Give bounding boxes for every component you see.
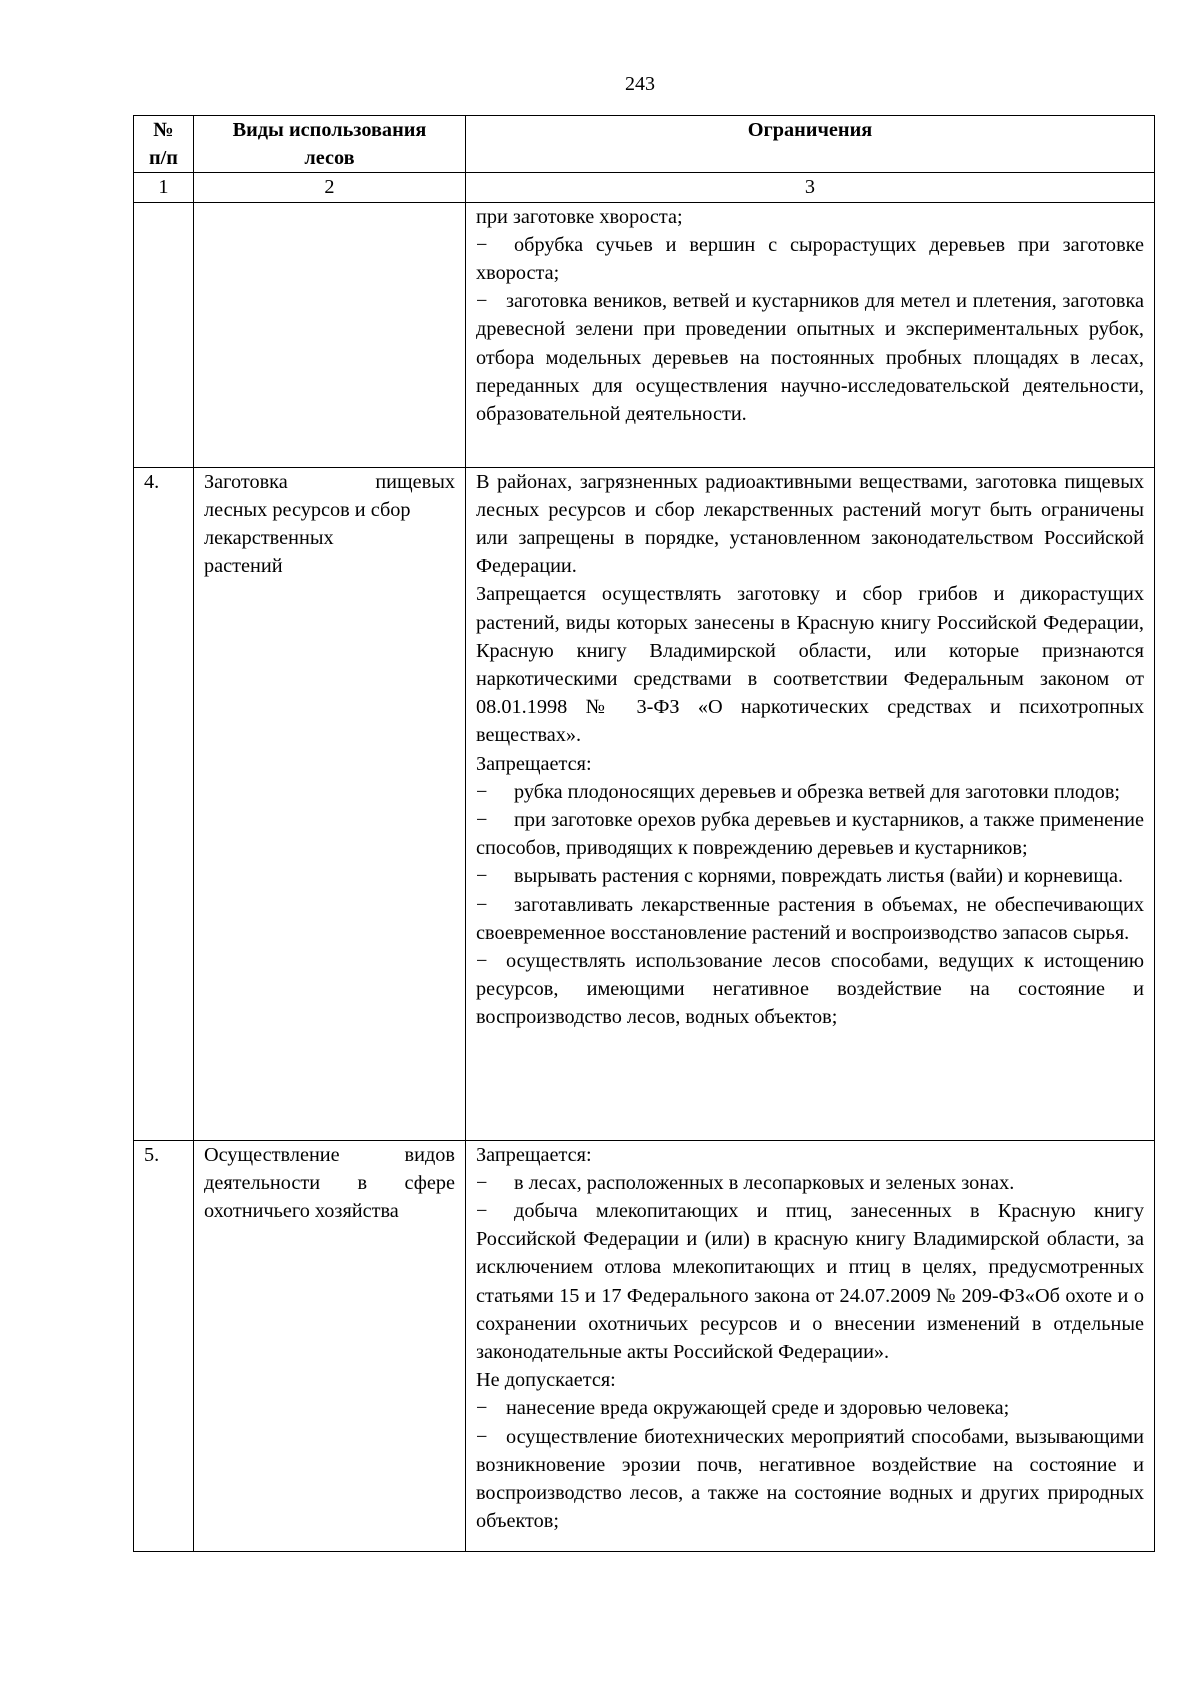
- row-5-restrictions: [466, 1140, 1155, 1551]
- restriction-item: − осуществление биотехнических мероприятий способами, вызывающими возникновение эрозии почв, негативное воздействие на состояние и воспроизводство лесов, а также на состояние водных и других природных объектов;: [476, 1423, 1144, 1536]
- kind-line: охотничьего хозяйства: [204, 1200, 399, 1223]
- table-row-4: [134, 467, 1155, 1140]
- restriction-paragraph: В районах, загрязненных радиоактивными веществами, заготовка пищевых лесных ресурсов и сбор лекарственных растений могут быть ограничены или запрещены в порядке, установленном законодательством Российской Федерации.: [476, 470, 1144, 578]
- kind-line: лесных ресурсов и сбор: [204, 498, 411, 521]
- column-number-1: 1: [134, 173, 194, 202]
- dash-marker: −: [476, 290, 488, 313]
- page-number: 243: [625, 73, 655, 95]
- kind-line: Осуществление видов: [204, 1143, 455, 1166]
- header-number-line1: №: [153, 119, 174, 141]
- restriction-item: − при заготовке орехов рубка деревьев и кустарников, а также применение способов, приводящих к повреждению деревьев и кустарников;: [476, 806, 1144, 862]
- dash-marker: −: [476, 893, 488, 916]
- restrictions-table: [133, 115, 1155, 1552]
- restriction-intro: Запрещается:: [476, 752, 592, 775]
- dash-marker: −: [476, 809, 488, 832]
- header-number-line2: п/п: [148, 147, 178, 170]
- kind-line: деятельности в сфере: [204, 1171, 455, 1194]
- header-forest-use-line1: Виды использования: [232, 119, 427, 141]
- header-number: [134, 116, 194, 173]
- row-5-number: 5.: [134, 1140, 194, 1551]
- restriction-item: − в лесах, расположенных в лесопарковых и зеленых зонах.: [476, 1169, 1144, 1197]
- column-number-2: 2: [194, 173, 466, 202]
- dash-marker: −: [476, 950, 488, 973]
- column-number-3: 3: [466, 173, 1155, 202]
- restriction-item: − обрубка сучьев и вершин с сырорастущих деревьев при заготовке хвороста;: [476, 231, 1144, 287]
- row-cont-number: [134, 202, 194, 467]
- row-4-restrictions: [466, 467, 1155, 1140]
- restriction-item: − осуществлять использование лесов способами, ведущих к истощению ресурсов, имеющими негативное воздействие на состояние и воспроизводство лесов, водных объектов;: [476, 947, 1144, 1032]
- table-row-5: [134, 1140, 1155, 1551]
- header-forest-use: [194, 116, 466, 173]
- dash-marker: −: [476, 1397, 488, 1420]
- row-4-number: 4.: [134, 467, 194, 1140]
- restriction-line: при заготовке хвороста;: [476, 205, 683, 228]
- row-cont-restrictions: [466, 202, 1155, 467]
- table-header-row: [134, 116, 1155, 173]
- restriction-item: − заготавливать лекарственные растения в объемах, не обеспечивающих своевременное восстановление растений и воспроизводство запасов сырья.: [476, 891, 1144, 947]
- restriction-item: − заготовка веников, ветвей и кустарников для метел и плетения, заготовка древесной зелени при проведении опытных и экспериментальных рубок, отбора модельных деревьев на постоянных пробных площадях в лесах, переданных для осуществления научно-исследовательской деятельности, образовательной деятельности.: [476, 287, 1144, 428]
- dash-marker: −: [476, 1425, 488, 1448]
- header-restrictions: Ограничения: [466, 116, 1155, 173]
- kind-line: Заготовка пищевых: [204, 470, 455, 493]
- row-cont-kind: [194, 202, 466, 467]
- restriction-item: − рубка плодоносящих деревьев и обрезка ветвей для заготовки плодов;: [476, 778, 1144, 806]
- restriction-intro: Запрещается:: [476, 1143, 592, 1166]
- dash-marker: −: [476, 1200, 488, 1223]
- restriction-item: − вырывать растения с корнями, повреждать листья (вайи) и корневища.: [476, 862, 1144, 890]
- restriction-item: − нанесение вреда окружающей среде и здоровью человека;: [476, 1394, 1144, 1422]
- row-5-kind: [194, 1140, 466, 1551]
- restriction-item: − добыча млекопитающих и птиц, занесенных в Красную книгу Российской Федерации и (или) в красную книгу Владимирской области, за исключением отлова млекопитающих и птиц в целях, предусмотренных статьями 15 и 17 Федерального закона от 24.07.2009 № 209-ФЗ«Об охоте и о сохранении охотничьих ресурсов и о внесении изменений в отдельные законодательные акты Российской Федерации».: [476, 1197, 1144, 1366]
- dash-marker: −: [476, 865, 488, 888]
- column-number-row: [134, 173, 1155, 202]
- header-forest-use-line2: лесов: [304, 147, 355, 170]
- kind-line: растений: [204, 555, 283, 578]
- table-row-continuation: [134, 202, 1155, 467]
- dash-marker: −: [476, 1171, 488, 1194]
- row-4-kind: [194, 467, 466, 1140]
- restriction-intro: Не допускается:: [476, 1369, 616, 1392]
- restriction-paragraph: Запрещается осуществлять заготовку и сбор грибов и дикорастущих растений, виды которых занесены в Красную книгу Российской Федерации, Красную книгу Владимирской области, или которые признаются наркотическими средствами в соответствии Федеральным законом от 08.01.1998 № 3-ФЗ «О наркотических средствах и психотропных веществах».: [476, 583, 1144, 747]
- dash-marker: −: [476, 780, 488, 803]
- dash-marker: −: [476, 233, 488, 256]
- kind-line: лекарственных: [204, 527, 334, 550]
